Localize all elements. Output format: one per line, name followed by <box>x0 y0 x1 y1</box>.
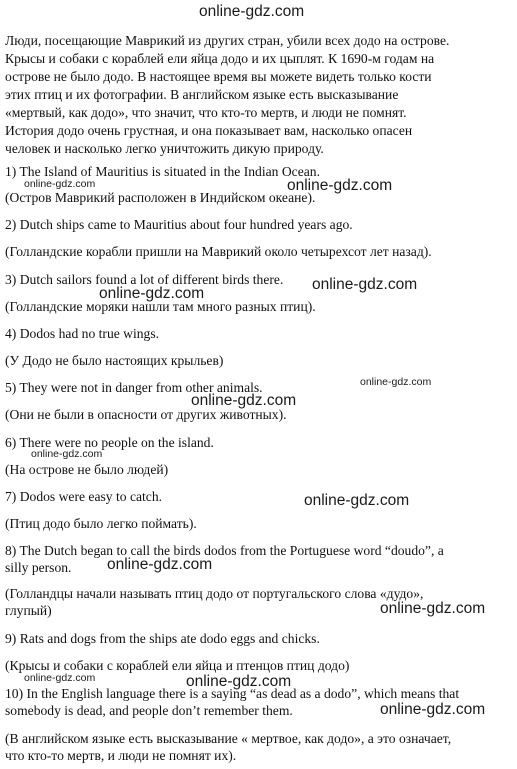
watermark: online-gdz.com <box>199 3 305 20</box>
watermark: online-gdz.com <box>107 556 213 573</box>
item-russian: (В английском языке есть высказывание « мертвое, как додо», а это означает, <box>5 731 452 746</box>
item-russian: (Птиц додо было легко поймать). <box>5 516 197 531</box>
item-russian: (Голландские корабли пришли на Маврикий около четырехсот лет назад). <box>5 244 432 259</box>
item-english: 10) In the English language there is a saying “as dead as a dodo”, which means that <box>5 686 460 701</box>
watermark: online-gdz.com <box>360 376 432 388</box>
watermark: online-gdz.com <box>380 701 486 718</box>
item-russian: (На острове не было людей) <box>5 462 169 477</box>
item-english: 4) Dodos had no true wings. <box>5 326 160 341</box>
item-russian: (У Додо не было настоящих крыльев) <box>5 353 224 368</box>
item-english: 9) Rats and dogs from the ships ate dodo eggs and chicks. <box>5 631 320 646</box>
item-russian: (Остров Маврикий расположен в Индийском океане). <box>5 190 316 205</box>
watermark: online-gdz.com <box>304 492 410 509</box>
item-russian: что кто-то мертв, и люди не помнят их). <box>5 748 237 763</box>
item-english: silly person. <box>5 560 72 575</box>
item-russian: (Крысы и собаки с кораблей ели яйца и птенцов птиц додо) <box>5 658 350 673</box>
watermark: online-gdz.com <box>380 600 486 617</box>
item-russian: (Голландские моряки нашли там много разных птиц). <box>5 299 316 314</box>
item-english: 6) There were no people on the island. <box>5 435 214 450</box>
watermark: online-gdz.com <box>24 178 96 190</box>
watermark: online-gdz.com <box>31 448 103 460</box>
intro-line: История додо очень грустная, и она показывает вам, насколько опасен <box>5 123 413 138</box>
intro-line: человек и насколько легко уничтожить дикую природу. <box>5 141 324 156</box>
item-russian: глупый) <box>5 603 52 618</box>
item-english: 7) Dodos were easy to catch. <box>5 489 163 504</box>
intro-line: этих птиц и их фотографии. В английском языке есть высказывание <box>5 87 399 102</box>
intro-line: Крысы и собаки с кораблей ели яйца додо и их цыплят. К 1690-м годам на <box>5 51 435 66</box>
item-english: 2) Dutch ships came to Mauritius about four hundred years ago. <box>5 217 353 232</box>
item-english: somebody is dead, and people don’t remember them. <box>5 703 293 718</box>
item-english: 8) The Dutch began to call the birds dodos from the Portuguese word “doudo”, a <box>5 543 444 558</box>
watermark: online-gdz.com <box>312 276 418 293</box>
watermark: online-gdz.com <box>287 177 393 194</box>
watermark: online-gdz.com <box>24 672 96 684</box>
watermark: online-gdz.com <box>186 673 292 690</box>
intro-line: Люди, посещающие Маврикий из других стран, убили всех додо на острове. <box>5 33 450 48</box>
item-russian: (Голландцы начали называть птиц додо от португальского слова «дудо», <box>5 586 424 601</box>
intro-line: «мертвый, как додо», что значит, что кто-то мертв, и люди не помнят. <box>5 105 407 120</box>
item-english: 5) They were not in danger from other animals. <box>5 380 263 395</box>
watermark: online-gdz.com <box>99 285 205 302</box>
item-english: 3) Dutch sailors found a lot of different birds there. <box>5 272 284 287</box>
watermark: online-gdz.com <box>191 392 297 409</box>
item-russian: (Они не были в опасности от других животных). <box>5 407 287 422</box>
intro-line: острове не было додо. В настоящее время вы можете видеть только кости <box>5 69 432 84</box>
item-english: 1) The Island of Mauritius is situated in the Indian Ocean. <box>5 164 320 179</box>
